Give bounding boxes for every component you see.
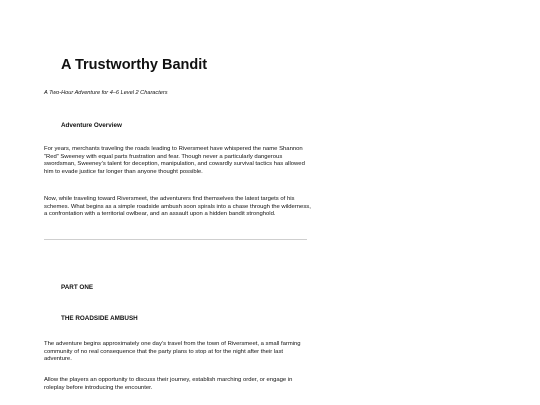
section-divider xyxy=(44,239,307,240)
document-title: A Trustworthy Bandit xyxy=(61,57,208,73)
overview-paragraph-1: For years, merchants traveling the roads leading to Riversmeet have whispered the name Shannon “Red” Sweeney with equal parts frustration and fear. Though never a particularly dangerous swordsman, Sweeney’s talent for deception, manipulation, and cowardly survival tactics has allowed him to evade justice far longer than anyone thought possible. xyxy=(44,146,305,175)
section-paragraph-1: The adventure begins approximately one day’s travel from the town of Riversmeet, a small farming community of no real consequence that the party plans to stop at for the night after their last adventure. xyxy=(44,341,301,363)
overview-heading: Adventure Overview xyxy=(61,122,122,129)
part-heading: PART ONE xyxy=(61,284,94,291)
document-subtitle: A Two-Hour Adventure for 4–6 Level 2 Characters xyxy=(44,90,168,96)
overview-paragraph-2: Now, while traveling toward Riversmeet, the adventurers find themselves the latest targets of his schemes. What begins as a simple roadside ambush soon spirals into a chase through the wilderness, a confrontation with a territorial owlbear, and an assault upon a hidden bandit stronghold. xyxy=(44,196,311,218)
section-paragraph-2: Allow the players an opportunity to discuss their journey, establish marching order, or engage in roleplay before introducing the encounter. xyxy=(44,377,293,391)
section-heading: THE ROADSIDE AMBUSH xyxy=(61,315,138,322)
